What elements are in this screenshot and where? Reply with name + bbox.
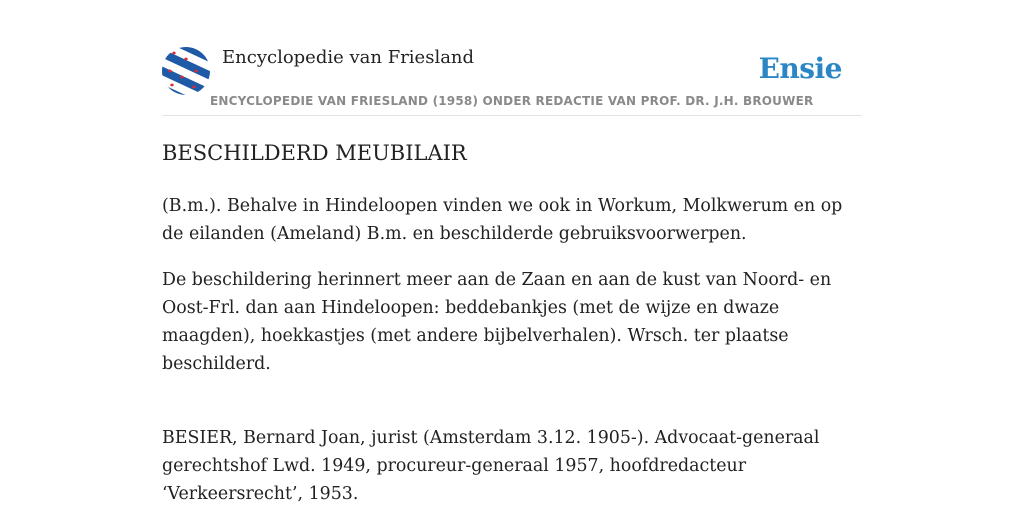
source-title[interactable]: Encyclopedie van Friesland (222, 47, 475, 68)
article-body (162, 192, 862, 526)
paragraph: De beschildering herinnert meer aan de Zaan en aan de kust van Noord- en Oost-Frl. dan aan Hindeloopen: beddebankjes (met de wijze en dwaze maagden), hoekkastjes (met andere bijbelverhalen). Wrsch. ter plaatse beschilderd. (162, 270, 832, 374)
page (162, 0, 862, 512)
page-title: BESCHILDERD MEUBILAIR (162, 141, 467, 165)
ensie-logo[interactable]: Ensie (758, 52, 842, 85)
paragraph: (B.m.). Behalve in Hindeloopen vinden we ook in Workum, Molkwerum en op de eilanden (Ameland) B.m. en beschilderde gebruiksvoorwerpen. (162, 196, 843, 244)
friesland-flag-icon (162, 47, 210, 95)
paragraph: BESIER, Bernard Joan, jurist (Amsterdam 3.12. 1905-). Advocaat-generaal gerechtshof Lwd. 1949, procureur-generaal 1957, hoofdredacteur ‘Verkeersrecht’, 1953. (162, 428, 820, 504)
source-subtitle: ENCYCLOPEDIE VAN FRIESLAND (1958) ONDER REDACTIE VAN PROF. DR. J.H. BROUWER (210, 94, 814, 108)
header-divider (162, 115, 862, 116)
